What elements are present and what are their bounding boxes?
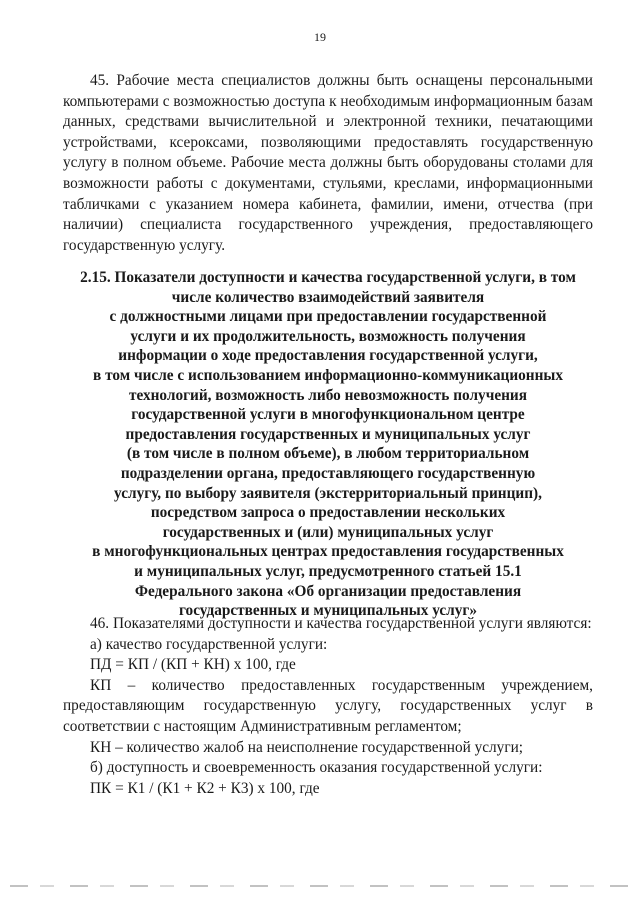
definition-kn: КН – количество жалоб на неисполнение государственной услуги; [90, 738, 524, 756]
heading-line: в многофункциональных центрах предоставления государственных [92, 543, 564, 561]
heading-line: числе количество взаимодействий заявителя [171, 288, 485, 306]
formula-pk: ПК = К1 / (К1 + К2 + К3) х 100, где [90, 779, 320, 797]
heading-line: Федерального закона «Об организации предоставления [134, 582, 522, 600]
paragraph-46-intro: 46. Показателями доступности и качества государственной услуги являются: [90, 615, 592, 632]
paragraph-45: 45. Рабочие места специалистов должны быть оснащены персональными компьютерами с возможностью доступа к необходимым информационным базам данных, средствами вычислительной и электронной техники, печатающими устройствами, ксероксами, позволяющими предоставлять государственную услугу в полном объеме. Рабочие места должны быть оборудованы столами для возможности работы с документами, стульями, креслами, информационными табличками с указанием номера кабинета, фамилии, имени, отчества (при наличии) специалиста государственного учреждения, предоставляющего государственную услугу. [63, 72, 593, 254]
item-b-accessibility: б) доступность и своевременность оказания государственной услуги: [90, 759, 543, 777]
heading-line: в том числе с использованием информационно-коммуникационных [92, 366, 564, 384]
heading-line: 2.15. Показатели доступности и качества государственной услуги, в том [80, 269, 576, 286]
page-number: 19 [314, 30, 326, 44]
heading-line: государственной услуги в многофункциональном центре [131, 406, 525, 424]
heading-line: информации о ходе предоставления государственной услуги, [118, 347, 538, 365]
heading-line: посредством запроса о предоставлении нескольких [150, 504, 506, 522]
heading-line: (в том числе в полном объеме), в любом территориальном [126, 445, 530, 463]
heading-line: услуги и их продолжительность, возможность получения [130, 327, 526, 345]
section-heading-2-15 [63, 268, 593, 621]
formula-pd: ПД = КП / (КП + КН) х 100, где [90, 656, 296, 674]
heading-line: государственных и (или) муниципальных услуг [162, 523, 494, 541]
item-a-quality: а) качество государственной услуги: [90, 635, 328, 653]
paragraph-46 [63, 614, 593, 799]
heading-line: подразделении органа, предоставляющего государственную [120, 464, 536, 482]
heading-line: услугу, по выбору заявителя (экстерриториальный принцип), [114, 484, 542, 502]
scan-bottom-edge-artifact [10, 885, 630, 887]
heading-line: предоставления государственных и муниципальных услуг [125, 425, 531, 443]
definition-kp: КП – количество предоставленных государственным учреждением, предоставляющим государственную услугу, государственных услуг в соответствии с настоящим Административным регламентом; [63, 676, 593, 735]
heading-line: технологий, возможность либо невозможность получения [128, 386, 528, 404]
heading-line: с должностными лицами при предоставлении государственной [109, 308, 547, 326]
heading-line: государственных и муниципальных услуг» [178, 602, 478, 620]
heading-line: и муниципальных услуг, предусмотренного статьей 15.1 [134, 562, 522, 580]
